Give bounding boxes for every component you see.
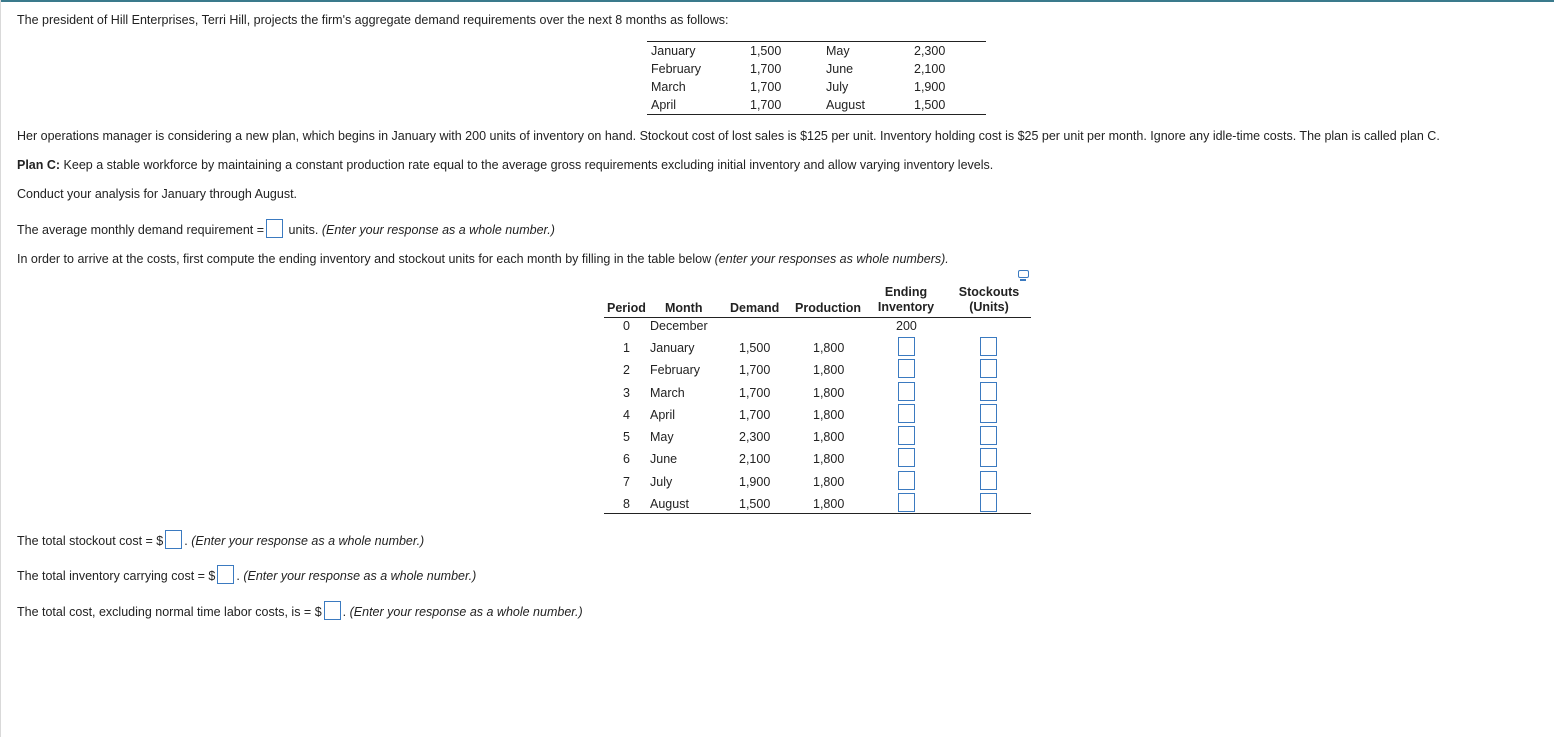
value-left: 1,700 <box>750 62 782 76</box>
stockouts-input[interactable] <box>980 382 997 401</box>
order-hint: (enter your responses as whole numbers). <box>714 252 949 266</box>
ending-inventory-input[interactable] <box>898 337 915 356</box>
inventory-cost-input[interactable] <box>217 565 234 584</box>
stockouts-input[interactable] <box>980 359 997 378</box>
cell-month: June <box>650 452 678 466</box>
header-stockouts <box>955 285 1023 315</box>
value-left: 1,500 <box>750 44 782 58</box>
plan-description: Keep a stable workforce by maintaining a constant production rate equal to the average gross requirements excluding initial inventory and allow varying inventory levels. <box>60 158 994 172</box>
cell-period: 7 <box>623 475 630 489</box>
order-text <box>17 252 949 266</box>
order-instruction: In order to arrive at the costs, first compute the ending inventory and stockout units for each month by filling in the table below <box>17 252 712 266</box>
demand-row <box>647 42 986 60</box>
value-left: 1,700 <box>750 80 782 94</box>
demand-table <box>647 41 986 115</box>
punct: . <box>342 605 347 619</box>
cell-demand: 2,100 <box>739 452 771 466</box>
stockouts-input[interactable] <box>980 493 997 512</box>
ending-inventory-input[interactable] <box>898 471 915 490</box>
stockout-cost-hint: (Enter your response as a whole number.) <box>191 534 425 548</box>
cell-ending-inventory: 200 <box>896 319 917 333</box>
top-border <box>0 0 1554 2</box>
header-ending-inventory <box>876 285 936 315</box>
cell-month: February <box>650 363 701 377</box>
table-row <box>604 337 1031 359</box>
inventory-cost-hint: (Enter your response as a whole number.) <box>243 569 477 583</box>
cell-production: 1,800 <box>813 430 845 444</box>
header-stockouts-line1: Stockouts <box>958 285 1020 299</box>
header-stockouts-line2: (Units) <box>969 300 1009 314</box>
cell-month: January <box>650 341 695 355</box>
punct: . <box>236 569 240 583</box>
punct: . <box>184 534 188 548</box>
conduct-text: Conduct your analysis for January through August. <box>17 187 298 201</box>
value-left: 1,700 <box>750 98 782 112</box>
cell-month: March <box>650 386 685 400</box>
table-row <box>604 493 1031 515</box>
header-rule <box>604 317 1031 318</box>
cell-production: 1,800 <box>813 386 845 400</box>
ending-inventory-input[interactable] <box>898 426 915 445</box>
month-left: March <box>651 80 686 94</box>
paragraph-plan-description: Her operations manager is considering a new plan, which begins in January with 200 units of inventory on hand. Stockout cost of lost sales is $125 per unit. Inventory holding cost is $25 per unit per month. Ignore any idle-time costs. The plan is called plan C. <box>17 129 1440 143</box>
stockouts-input[interactable] <box>980 471 997 490</box>
cell-month: April <box>650 408 676 422</box>
month-right: August <box>826 98 865 112</box>
total-cost-question <box>17 601 583 620</box>
avg-label: The average monthly demand requirement = <box>17 223 265 237</box>
table-row <box>604 448 1031 470</box>
cell-demand: 1,900 <box>739 475 771 489</box>
table-row <box>604 426 1031 448</box>
cell-month: May <box>650 430 674 444</box>
table-row <box>604 382 1031 404</box>
header-month: Month <box>665 301 703 315</box>
cell-production: 1,800 <box>813 452 845 466</box>
plan-label: Plan C: <box>17 158 61 172</box>
ending-inventory-input[interactable] <box>898 359 915 378</box>
ending-inventory-input[interactable] <box>898 404 915 423</box>
header-ending-line2: Inventory <box>877 300 935 314</box>
inventory-cost-question <box>17 565 476 584</box>
avg-demand-question <box>17 219 555 238</box>
cell-period: 1 <box>623 341 630 355</box>
total-cost-hint: (Enter your response as a whole number.) <box>349 605 583 619</box>
cell-production: 1,800 <box>813 408 845 422</box>
month-right: May <box>826 44 850 58</box>
demand-row <box>647 60 986 78</box>
plan-c-text <box>17 158 993 172</box>
avg-hint: (Enter your response as a whole number.) <box>321 223 555 237</box>
cell-period: 0 <box>623 319 630 333</box>
cell-month: July <box>650 475 673 489</box>
header-demand: Demand <box>730 301 780 315</box>
cell-demand: 2,300 <box>739 430 771 444</box>
cell-period: 3 <box>623 386 630 400</box>
stockout-cost-input[interactable] <box>165 530 182 549</box>
stockouts-input[interactable] <box>980 404 997 423</box>
intro-text: The president of Hill Enterprises, Terri Hill, projects the firm's aggregate demand requirements over the next 8 months as follows: <box>17 13 729 27</box>
month-left: January <box>651 44 696 58</box>
cell-period: 6 <box>623 452 630 466</box>
cell-production: 1,800 <box>813 475 845 489</box>
cell-period: 4 <box>623 408 630 422</box>
table-row <box>604 404 1031 426</box>
header-production: Production <box>795 301 861 315</box>
value-right: 2,100 <box>914 62 946 76</box>
inventory-table <box>604 284 1031 514</box>
cell-demand: 1,500 <box>739 497 771 511</box>
cell-period: 2 <box>623 363 630 377</box>
month-right: July <box>826 80 849 94</box>
avg-demand-input[interactable] <box>266 219 283 238</box>
month-left: April <box>651 98 677 112</box>
total-cost-input[interactable] <box>324 601 341 620</box>
ending-inventory-input[interactable] <box>898 493 915 512</box>
cell-production: 1,800 <box>813 497 845 511</box>
cell-demand: 1,700 <box>739 386 771 400</box>
avg-units: units. <box>288 223 319 237</box>
header-ending-line1: Ending <box>884 285 928 299</box>
month-left: February <box>651 62 702 76</box>
cell-period: 5 <box>623 430 630 444</box>
demand-row <box>647 78 986 96</box>
stockouts-input[interactable] <box>980 448 997 467</box>
cell-production: 1,800 <box>813 363 845 377</box>
cell-demand: 1,700 <box>739 408 771 422</box>
value-right: 1,500 <box>914 98 946 112</box>
table-row <box>604 471 1031 493</box>
inventory-cost-label: The total inventory carrying cost = $ <box>17 569 216 583</box>
month-right: June <box>826 62 854 76</box>
stockouts-input[interactable] <box>980 426 997 445</box>
left-border <box>0 0 1 737</box>
table-row <box>604 359 1031 381</box>
demand-row <box>647 96 986 114</box>
stockouts-input[interactable] <box>980 337 997 356</box>
cell-period: 8 <box>623 497 630 511</box>
cell-demand: 1,700 <box>739 363 771 377</box>
value-right: 2,300 <box>914 44 946 58</box>
cell-production: 1,800 <box>813 341 845 355</box>
total-cost-label: The total cost, excluding normal time labor costs, is = $ <box>17 605 322 619</box>
ending-inventory-input[interactable] <box>898 448 915 467</box>
cell-demand: 1,500 <box>739 341 771 355</box>
value-right: 1,900 <box>914 80 946 94</box>
ending-inventory-input[interactable] <box>898 382 915 401</box>
edit-icon[interactable] <box>1018 270 1029 278</box>
stockout-cost-question <box>17 530 424 549</box>
cell-month: August <box>650 497 689 511</box>
header-period: Period <box>607 301 646 315</box>
cell-month: December <box>650 319 708 333</box>
stockout-cost-label: The total stockout cost = $ <box>17 534 164 548</box>
